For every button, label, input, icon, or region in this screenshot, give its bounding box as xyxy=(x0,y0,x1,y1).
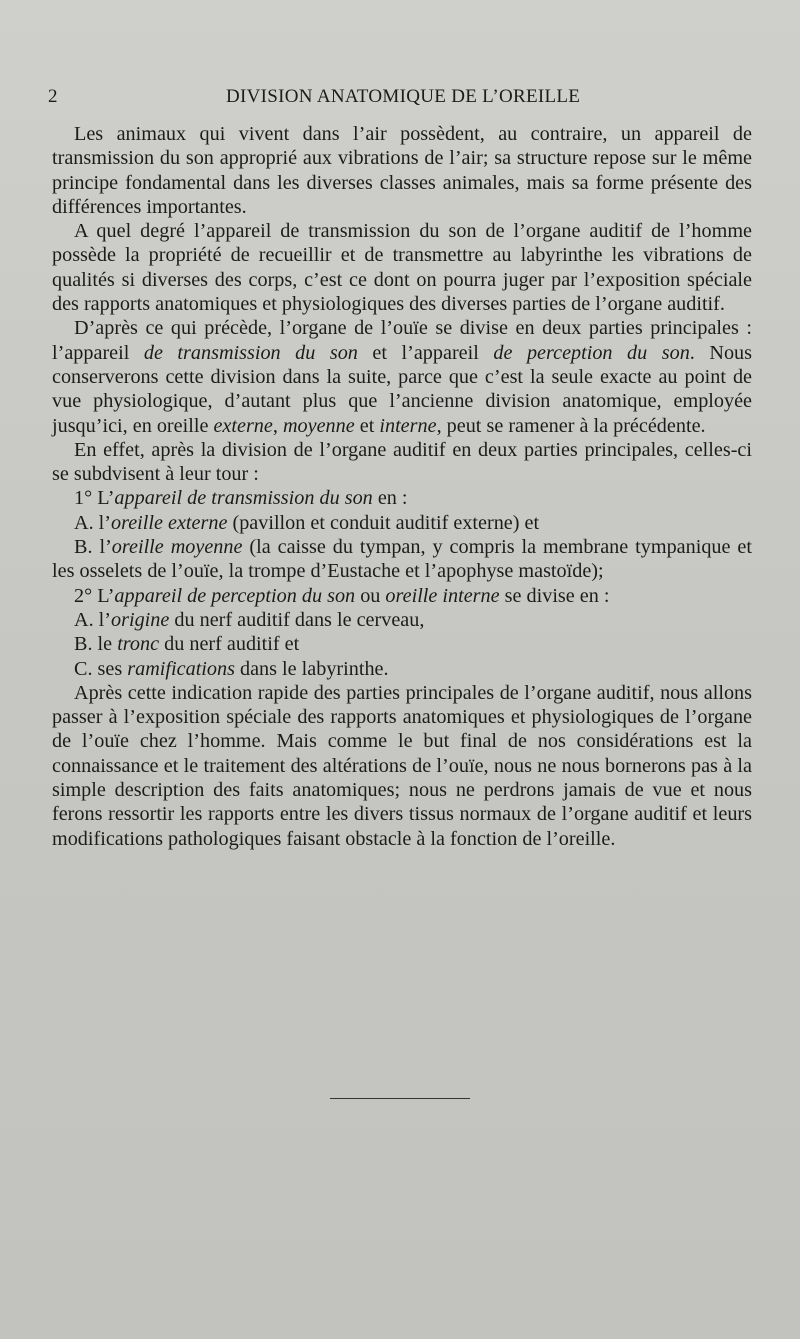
text-run: 1° L’ xyxy=(74,487,115,510)
paragraph-3 xyxy=(52,316,752,437)
text-run: dans le labyrinthe. xyxy=(234,657,389,680)
italic-run: de transmission du son xyxy=(143,341,358,364)
italic-run: ramifications xyxy=(127,657,235,680)
text-run: du nerf auditif dans le cerveau, xyxy=(169,608,425,631)
text-run: B. l’ xyxy=(74,536,112,559)
paragraph-1: Les animaux qui vivent dans l’air possèdent, au contraire, un appareil de transmission du son approprié aux vibrations de l’air; sa structure repose sur le même principe fondamental dans les diverses classes animales, mais sa forme présente des différences importantes. xyxy=(52,123,752,218)
text-run: , xyxy=(272,414,283,437)
text-run: C. ses xyxy=(74,657,128,680)
text-run: B. le xyxy=(74,633,118,656)
italic-run: origine xyxy=(111,608,170,631)
paragraph-4: En effet, après la division de l’organe auditif en deux parties principales, celles-ci se subdvisent à leur tour : xyxy=(52,438,752,486)
list-item xyxy=(52,608,752,632)
italic-run: de perception du son xyxy=(493,341,690,364)
italic-run: appareil de transmission du son xyxy=(114,487,373,510)
end-rule xyxy=(330,1098,470,1099)
italic-run: oreille interne xyxy=(385,584,500,607)
text-run: 2° L’ xyxy=(74,584,115,607)
text-run: (la caisse du tympan, y compris la membrane tympanique et les osselets de l’ouïe, la trompe d’Eustache et l’apophyse mastoïde); xyxy=(52,536,752,583)
list-item xyxy=(52,657,752,681)
list-item xyxy=(52,486,752,510)
text-run: du nerf auditif et xyxy=(159,633,300,656)
text-run: se divise en : xyxy=(499,584,610,607)
running-title: DIVISION ANATOMIQUE DE L’OREILLE xyxy=(226,86,581,107)
italic-run: tronc xyxy=(117,633,160,656)
text-run: et l’appareil xyxy=(357,341,494,364)
text-run: en : xyxy=(372,487,408,510)
text-run: (pavillon et conduit auditif externe) et xyxy=(227,511,540,534)
italic-run: oreille moyenne xyxy=(111,536,243,559)
paragraph-2: A quel degré l’appareil de transmission du son de l’organe auditif de l’homme possède la propriété de recueillir et de transmettre au labyrinthe les vibrations de qualités si diverses des corps, c’est ce dont on pourra juger par l’exposition spéciale des rapports anatomiques et physiologiques des diverses parties de l’organe auditif. xyxy=(52,220,752,316)
body-text xyxy=(52,122,752,851)
text-run: A. l’ xyxy=(74,511,112,534)
paragraph-5: Après cette indication rapide des parties principales de l’organe auditif, nous allons passer à l’exposition spéciale des rapports anatomiques et physiologiques de l’organe de l’ouïe chez l’homme. Mais comme le but final de nos considérations est la connaissance et le traitement des altérations de l’ouïe, nous ne nous bornerons pas à la simple description des faits anatomiques; nous ne perdrons jamais de vue et nous ferons ressortir les rapports entre les divers tissus normaux de l’organe auditif et leurs modifications pathologiques faisant obstacle à la fonction de l’oreille. xyxy=(52,681,752,850)
text-run: , peut se ramener à la précédente. xyxy=(436,414,706,437)
italic-run: moyenne xyxy=(282,414,355,437)
list-item xyxy=(52,535,752,584)
page-header xyxy=(48,86,752,116)
text-run: ou xyxy=(355,584,386,607)
italic-run: oreille externe xyxy=(111,511,228,534)
italic-run: interne xyxy=(379,414,437,437)
text-run: . Nous conserverons cette division dans la suite, parce que c’est la seule exacte au point de vue physiologique, d’autant plus que l’ancienne division anatomique, employée jusqu’ici, en oreille xyxy=(52,341,752,437)
page-number: 2 xyxy=(48,86,58,107)
text-run: et xyxy=(354,414,380,437)
text-run: D’après ce qui précède, l’organe de l’ouïe se divise en deux parties principales : l’appareil xyxy=(52,317,752,364)
list-item xyxy=(52,632,752,656)
italic-run: appareil de perception du son xyxy=(114,584,356,607)
text-run: A. l’ xyxy=(74,608,112,631)
list-item xyxy=(52,584,752,608)
list-item xyxy=(52,511,752,535)
italic-run: externe xyxy=(213,414,273,437)
